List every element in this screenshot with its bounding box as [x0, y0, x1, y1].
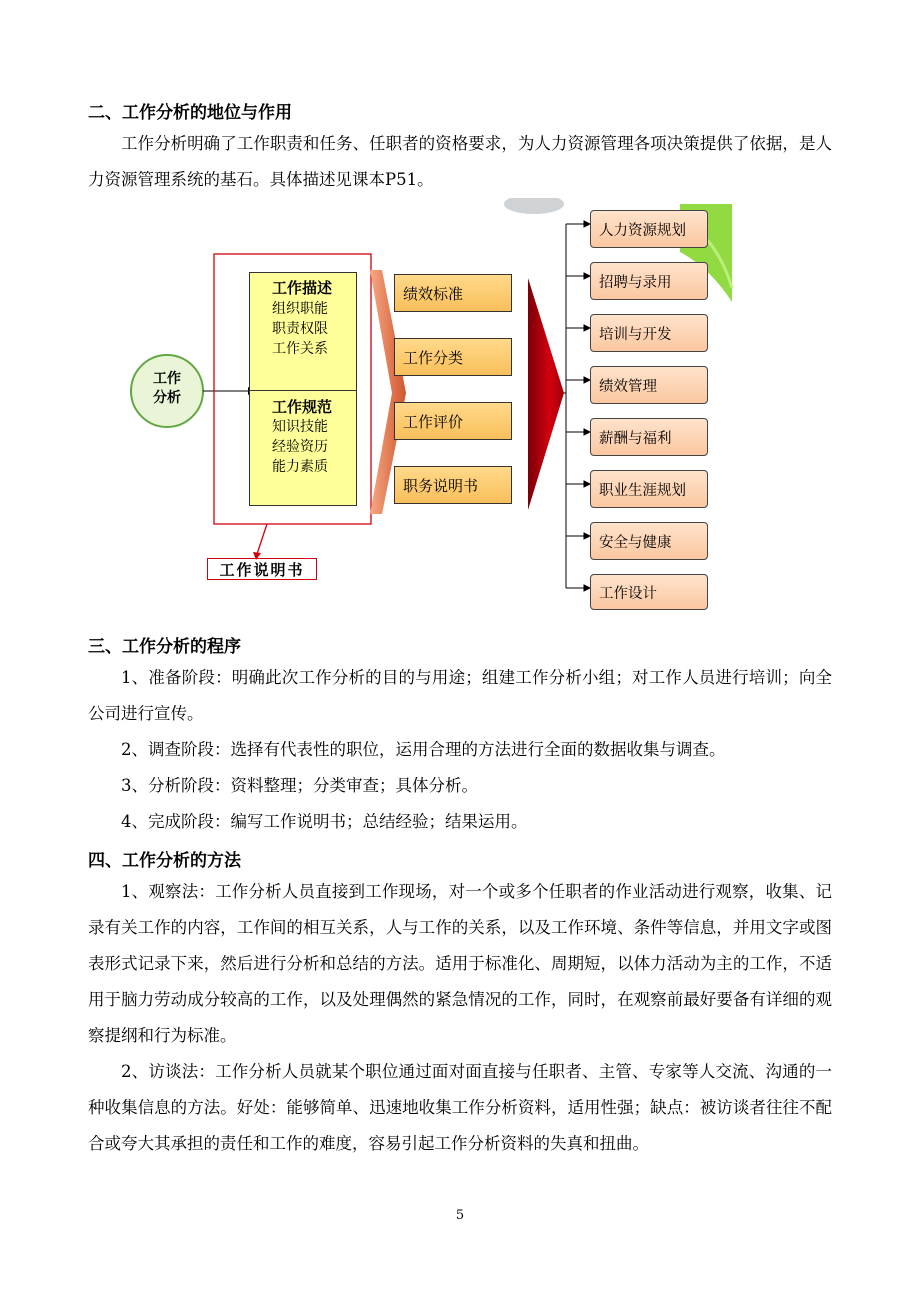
- circle-label: [149, 370, 185, 408]
- red-arrow: [528, 278, 564, 510]
- right-box: 安全与健康: [590, 522, 708, 560]
- right-box: 招聘与录用: [590, 262, 708, 300]
- section2-heading: 二、工作分析的地位与作用: [88, 103, 292, 123]
- page-number: 5: [455, 1208, 465, 1223]
- spec-item: 经验资历: [272, 439, 328, 455]
- job-description-box: [249, 272, 357, 506]
- spec-item: 能力素质: [272, 459, 328, 475]
- section4-item: 1、观察法：工作分析人员直接到工作现场，对一个或多个任职者的作业活动进行观察，收集、记录有关工作的内容，工作间的相互关系，人与工作的关系，以及工作环境、条件等信息，并用文字或图表形式记录下来，然后进行分析和总结的方法。适用于标准化、周期短，以体力活动为主的工作，不适用于脑力劳动成分较高的工作，以及处理偶然的紧急情况的工作，同时，在观察前最好要备有详细的观察提纲和行为标准。: [88, 882, 832, 1045]
- section3-item: 4、完成阶段：编写工作说明书；总结经验；结果运用。: [121, 812, 528, 831]
- right-box: 薪酬与福利: [590, 418, 708, 456]
- box-divider: [250, 390, 356, 391]
- disc-decoration: [504, 198, 564, 214]
- middle-box: 工作分类: [394, 338, 512, 376]
- job-analysis-diagram: [120, 198, 740, 610]
- right-box: 绩效管理: [590, 366, 708, 404]
- section2-paragraph: 工作分析明确了工作职责和任务、任职者的资格要求，为人力资源管理各项决策提供了依据，是人力资源管理系统的基石。具体描述见课本P51。: [88, 134, 832, 189]
- description-item: 工作关系: [272, 341, 328, 357]
- bracket-arrows: [566, 221, 590, 591]
- description-item: 职责权限: [272, 321, 328, 337]
- section4-item: 2、访谈法：工作分析人员就某个职位通过面对面直接与任职者、主管、专家等人交流、沟通的一种收集信息的方法。好处：能够简单、迅速地收集工作分析资料，适用性强；缺点：被访谈者往往不配合或夸大其承担的责任和工作的难度，容易引起工作分析资料的失真和扭曲。: [88, 1062, 832, 1153]
- circle-label-line2: 分析: [153, 390, 181, 406]
- right-box: 工作设计: [590, 574, 708, 610]
- spec-item: 知识技能: [272, 419, 328, 435]
- circle-label-line1: 工作: [153, 371, 181, 387]
- right-box: 培训与开发: [590, 314, 708, 352]
- middle-box: 职务说明书: [394, 466, 512, 504]
- section3-item: 2、调查阶段：选择有代表性的职位，运用合理的方法进行全面的数据收集与调查。: [121, 740, 726, 759]
- middle-box: 工作评价: [394, 402, 512, 440]
- description-item: 组织职能: [272, 301, 328, 317]
- description-title: 工作描述: [272, 279, 333, 297]
- right-box: 人力资源规划: [590, 210, 708, 248]
- right-box: 职业生涯规划: [590, 470, 708, 508]
- section3-item: 1、准备阶段：明确此次工作分析的目的与用途；组建工作分析小组；对工作人员进行培训；向全公司进行宣传。: [88, 668, 832, 723]
- section3-item: 3、分析阶段：资料整理；分类审查；具体分析。: [121, 776, 478, 795]
- callout-label: 工作说明书: [207, 558, 317, 580]
- section3-heading: 三、工作分析的程序: [88, 637, 241, 657]
- section4-heading: 四、工作分析的方法: [88, 851, 241, 871]
- middle-box: 绩效标准: [394, 274, 512, 312]
- spec-title: 工作规范: [272, 398, 333, 416]
